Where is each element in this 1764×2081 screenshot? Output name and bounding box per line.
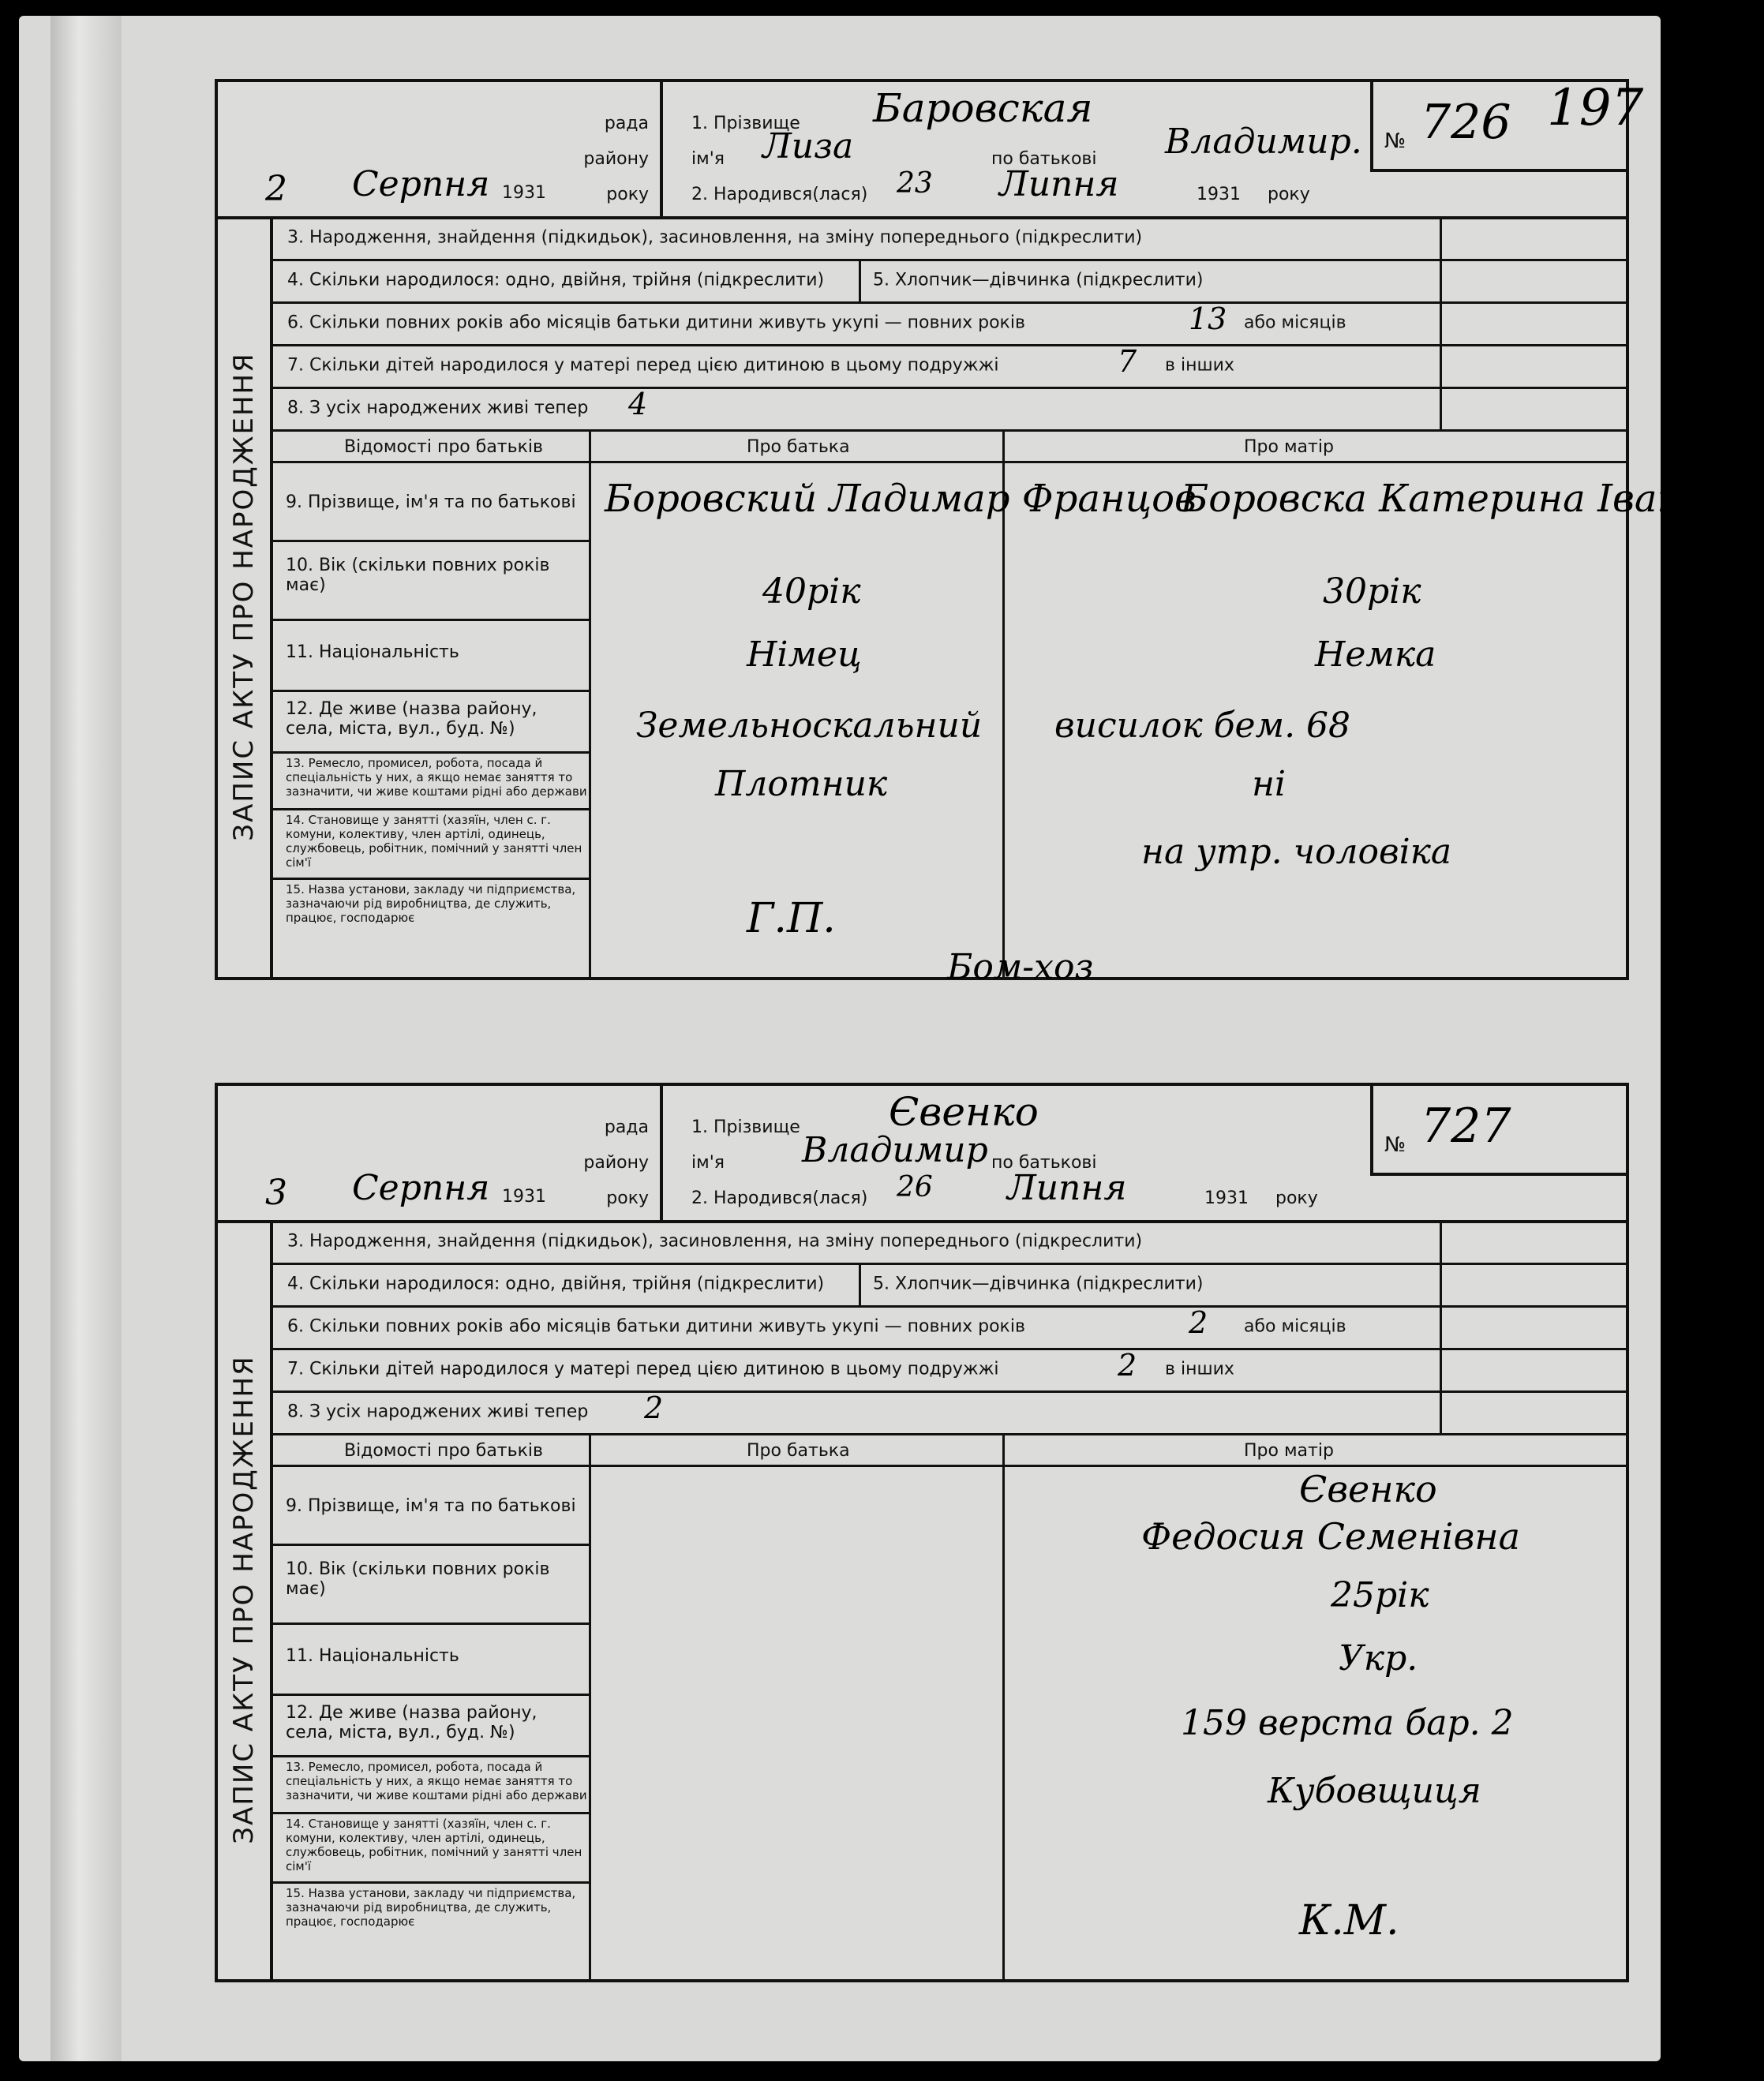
mother-address: 159 верста бар. 2 <box>1181 1703 1514 1743</box>
r12-rule <box>273 1755 589 1757</box>
q4-divider <box>859 1263 861 1305</box>
q7-row <box>273 1348 1626 1393</box>
q5-text: 5. Хлопчик—дівчинка (підкреслити) <box>873 1274 1204 1294</box>
q4-divider <box>859 259 861 301</box>
q7-count: 7 <box>1118 344 1137 379</box>
r9-rule <box>273 1544 589 1546</box>
q8-text: 8. З усіх народжених живі тепер <box>287 1402 589 1422</box>
child-patronymic: Владимир. <box>1165 122 1362 162</box>
patronymic-label: по батькові <box>991 1153 1097 1173</box>
parents-grid <box>273 429 1764 977</box>
r12-label: 12. Де живе (назва району, села, міста, вул., буд. №) <box>286 1703 537 1742</box>
r10-label: 10. Вік (скільки повних років має) <box>286 1559 550 1599</box>
reg-day: 3 <box>265 1173 287 1213</box>
raion-label: району <box>583 149 649 169</box>
r14-rule <box>273 1881 589 1884</box>
r10-rule <box>273 619 589 621</box>
mother-position: на утр. чоловіка <box>1141 832 1452 872</box>
q8-text: 8. З усіх народжених живі тепер <box>287 398 589 418</box>
q8-row <box>273 387 1626 432</box>
name-label: ім'я <box>691 1153 725 1173</box>
q6-row <box>273 301 1626 346</box>
q4-row <box>273 1263 1626 1308</box>
header-rule <box>273 461 1626 463</box>
grid-divider-1 <box>589 1433 591 1979</box>
mother-age: 30рік <box>1323 571 1421 612</box>
mother-workplace-overflow: Бом-хоз <box>947 947 1094 987</box>
mother-workplace: К.М. <box>1299 1897 1399 1944</box>
q7b-text: в інших <box>1165 355 1234 376</box>
reg-year: 1931 <box>502 1187 546 1207</box>
q8-alive: 2 <box>644 1390 664 1425</box>
father-age: 40рік <box>762 571 861 612</box>
binding-spine <box>51 16 122 2061</box>
father-occupation: Плотник <box>715 764 888 804</box>
record-body <box>273 216 1764 977</box>
rada-label: рада <box>604 1117 649 1137</box>
mother-given-names: Федосия Семенівна <box>1141 1515 1521 1558</box>
parents-grid <box>273 1433 1626 1979</box>
grid-divider-1 <box>589 429 591 977</box>
mother-header: Про матір <box>1244 1441 1334 1461</box>
r14-label: 14. Становище у занятті (хазяїн, член с. г. комуни, колективу, член артілі, одинець, службовець, робітник, помічний у занятті член сім'ї <box>286 813 582 870</box>
mother-occupation: ні <box>1252 764 1286 804</box>
born-label: 2. Народився(лася) <box>691 185 868 204</box>
child-block <box>660 1086 1376 1220</box>
q6-text: 6. Скільки повних років або місяців батьки дитини живуть укупі — повних років <box>287 313 1025 333</box>
rada-label: рада <box>604 114 649 133</box>
name-label: ім'я <box>691 149 725 169</box>
child-name: Лиза <box>762 126 854 167</box>
child-surname: Баровская <box>873 85 1093 131</box>
reg-month: Серпня <box>352 164 490 204</box>
mother-nationality: Укр. <box>1339 1638 1418 1679</box>
mother-name: Боровска Катерина Іванівна <box>1181 477 1764 521</box>
mother-nationality: Немка <box>1315 634 1436 675</box>
q5-text: 5. Хлопчик—дівчинка (підкреслити) <box>873 270 1204 290</box>
record-number: 727 <box>1421 1099 1511 1154</box>
q3-row <box>273 216 1626 261</box>
q6-years: 13 <box>1189 301 1227 336</box>
father-header: Про батька <box>747 1441 850 1461</box>
q7-row <box>273 344 1626 389</box>
grid-divider-2 <box>1002 1433 1005 1979</box>
parents-header: Відомості про батьків <box>344 1441 543 1461</box>
q6-row <box>273 1305 1626 1350</box>
number-label: № <box>1384 1133 1406 1157</box>
r14-label: 14. Становище у занятті (хазяїн, член с. г. комуни, колективу, член артілі, одинець, службовець, робітник, помічний у занятті член сім'ї <box>286 1817 582 1873</box>
patronymic-label: по батькові <box>991 149 1097 169</box>
r9-rule <box>273 540 589 542</box>
surname-label: 1. Прізвище <box>691 114 800 133</box>
r14-rule <box>273 878 589 880</box>
record-726 <box>215 79 1764 980</box>
r13-rule <box>273 808 589 810</box>
q8-row <box>273 1390 1626 1435</box>
reg-year: 1931 <box>502 183 546 203</box>
registration-block <box>218 82 663 216</box>
r15-label: 15. Назва установи, закладу чи підприємства, зазначаючи рід виробництва, де служить, працює, господарює <box>286 882 576 925</box>
mother-age: 25рік <box>1331 1575 1429 1615</box>
side-title-text: ЗАПИС АКТУ ПРО НАРОДЖЕННЯ <box>228 352 260 841</box>
q6b-text: або місяців <box>1244 313 1346 333</box>
mother-occupation: Кубовщиця <box>1268 1771 1481 1811</box>
birth-year: 1931 <box>1197 185 1241 204</box>
r9-label: 9. Прізвище, ім'я та по батькові <box>286 1496 576 1516</box>
roku-label: року <box>606 185 649 204</box>
father-address: Земельноскальний <box>636 706 983 746</box>
q3-row <box>273 1220 1626 1265</box>
r13-label: 13. Ремесло, промисел, робота, посада й спеціальність у них, а якщо немає заняття то зазначити, чи живе коштами рідні або держави <box>286 756 587 799</box>
q4-text: 4. Скільки народилося: одно, двійня, трійня (підкреслити) <box>287 1274 825 1294</box>
child-name: Владимир <box>802 1130 988 1170</box>
margin-note: 197 <box>1547 79 1644 137</box>
birth-day: 23 <box>897 167 933 200</box>
record-number-box <box>1370 1086 1626 1176</box>
number-label: № <box>1384 129 1406 153</box>
r11-label: 11. Національність <box>286 1646 459 1666</box>
birth-day: 26 <box>897 1171 933 1203</box>
registration-block <box>218 1086 663 1220</box>
birth-month: Липня <box>999 164 1119 204</box>
r12-label: 12. Де живе (назва району, села, міста, вул., буд. №) <box>286 699 537 739</box>
parents-header: Відомості про батьків <box>344 437 543 457</box>
birth-month: Липня <box>1007 1168 1127 1208</box>
q6-text: 6. Скільки повних років або місяців батьки дитини живуть укупі — повних років <box>287 1316 1025 1337</box>
r15-label: 15. Назва установи, закладу чи підприємства, зазначаючи рід виробництва, де служить, працює, господарює <box>286 1886 576 1929</box>
q4-text: 4. Скільки народилося: одно, двійня, трійня (підкреслити) <box>287 270 825 290</box>
birth-year: 1931 <box>1204 1188 1249 1208</box>
r10-rule <box>273 1623 589 1625</box>
r12-rule <box>273 751 589 754</box>
mother-address: висилок бем. 68 <box>1054 706 1351 746</box>
surname-label: 1. Прізвище <box>691 1117 800 1137</box>
father-workplace: Г.П. <box>747 895 836 942</box>
q7-text: 7. Скільки дітей народилося у матері перед цією дитиною в цьому подружжі <box>287 1359 999 1379</box>
mother-surname: Євенко <box>1299 1468 1437 1510</box>
father-header: Про батька <box>747 437 850 457</box>
side-title-text: ЗАПИС АКТУ ПРО НАРОДЖЕННЯ <box>228 1355 260 1844</box>
record-body <box>273 1220 1626 1979</box>
record-727 <box>215 1083 1629 1982</box>
born-label: 2. Народився(лася) <box>691 1188 868 1208</box>
q3-text: 3. Народження, знайдення (підкидьок), засиновлення, на зміну попереднього (підкреслити) <box>287 1231 1143 1252</box>
year-suffix: року <box>1268 185 1310 204</box>
q4-row <box>273 259 1626 304</box>
r13-label: 13. Ремесло, промисел, робота, посада й спеціальність у них, а якщо немає заняття то зазначити, чи живе коштами рідні або держави <box>286 1760 587 1802</box>
r10-label: 10. Вік (скільки повних років має) <box>286 556 550 595</box>
r11-rule <box>273 690 589 692</box>
mother-header: Про матір <box>1244 437 1334 457</box>
record-header <box>218 1086 1626 1223</box>
q6b-text: або місяців <box>1244 1316 1346 1337</box>
father-nationality: Німец <box>747 634 862 675</box>
reg-day: 2 <box>265 169 287 209</box>
year-suffix: року <box>1275 1188 1318 1208</box>
roku-label: року <box>606 1188 649 1208</box>
side-title <box>218 1220 273 1979</box>
q3-text: 3. Народження, знайдення (підкидьок), засиновлення, на зміну попереднього (підкреслити) <box>287 227 1143 248</box>
r11-label: 11. Національність <box>286 642 459 662</box>
q6-years: 2 <box>1189 1305 1208 1340</box>
raion-label: району <box>583 1153 649 1173</box>
child-surname: Євенко <box>889 1089 1039 1135</box>
record-header <box>218 82 1626 219</box>
r9-label: 9. Прізвище, ім'я та по батькові <box>286 492 576 512</box>
side-title <box>218 216 273 977</box>
q7-count: 2 <box>1118 1348 1137 1383</box>
record-number: 726 <box>1421 95 1511 150</box>
father-name: Боровский Ладимар Францов <box>605 477 1197 521</box>
child-block <box>660 82 1376 216</box>
q7b-text: в інших <box>1165 1359 1234 1379</box>
r13-rule <box>273 1812 589 1814</box>
q8-alive: 4 <box>628 387 648 421</box>
q7-text: 7. Скільки дітей народилося у матері перед цією дитиною в цьому подружжі <box>287 355 999 376</box>
reg-month: Серпня <box>352 1168 490 1208</box>
r11-rule <box>273 1694 589 1696</box>
header-rule <box>273 1465 1626 1467</box>
